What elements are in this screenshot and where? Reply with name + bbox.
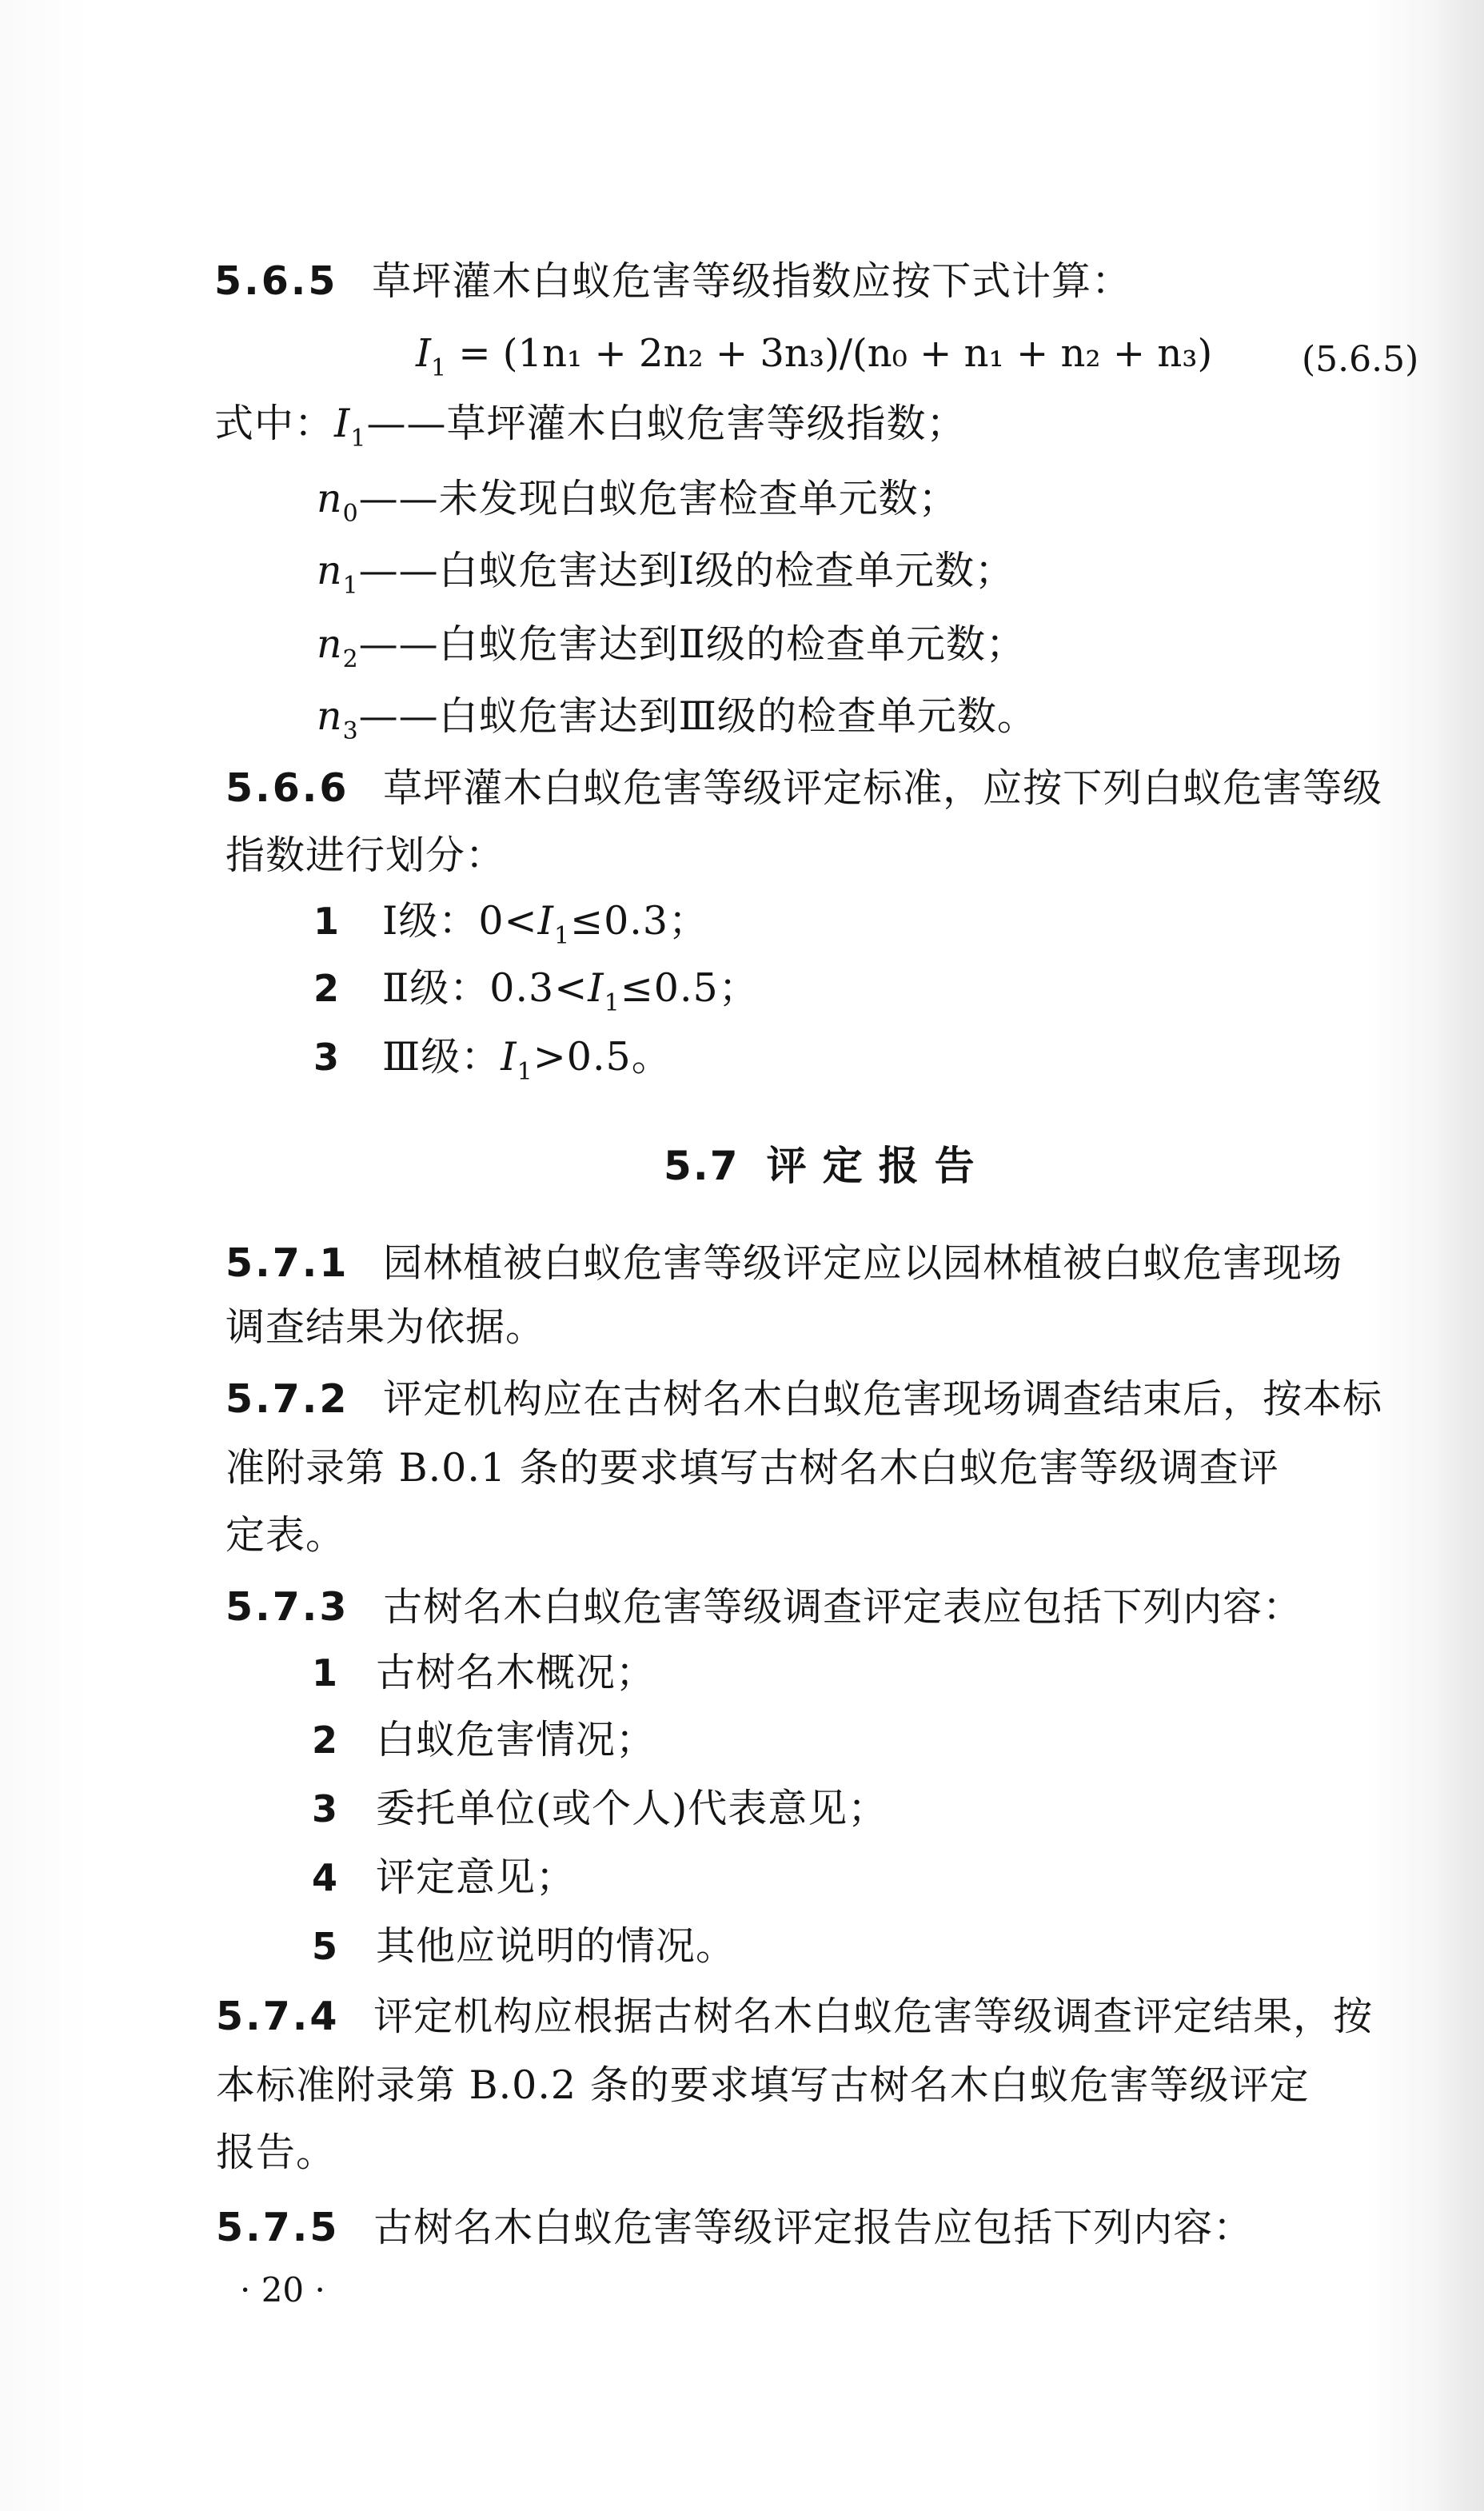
var-symbol: I <box>334 401 351 446</box>
list-number: 3 <box>312 1787 338 1830</box>
clause-text-line-2: 本标准附录第 B.0.2 条的要求填写古树名木白蚁危害等级评定 <box>216 2062 1310 2108</box>
list-number: 1 <box>312 1651 338 1695</box>
var-description: ——未发现白蚁危害检查单元数； <box>358 476 959 521</box>
clause-5-7-5 <box>216 2204 1253 2252</box>
var-subscript: 1 <box>350 425 367 453</box>
clause-text-line-3: 定表。 <box>225 1512 346 1558</box>
clause-5-7-2 <box>225 1375 1382 1423</box>
var-symbol: n <box>317 693 343 739</box>
clause-text: 草坪灌木白蚁危害等级指数应按下式计算： <box>372 258 1132 304</box>
content-item-4: 评定意见； <box>376 1854 576 1900</box>
clause-number: 5.7.3 <box>225 1584 349 1630</box>
grade-item-prefix: Ⅱ级：0.3< <box>382 965 588 1011</box>
formula-lhs-symbol: I <box>416 331 431 376</box>
grade-item-suffix: ≤0.3； <box>570 898 709 944</box>
grade-item-prefix: Ⅲ级： <box>382 1034 501 1080</box>
index-subscript: 1 <box>517 1058 533 1086</box>
clause-number: 5.7.4 <box>216 1994 340 2039</box>
index-symbol: I <box>537 898 554 944</box>
where-line-1 <box>317 475 959 538</box>
list-number: 5 <box>312 1925 338 1968</box>
clause-text-line-1: 草坪灌木白蚁危害等级评定标准，应按下列白蚁危害等级 <box>383 765 1383 811</box>
clause-5-7-4 <box>216 1993 1373 2041</box>
var-symbol: n <box>317 621 343 667</box>
where-line-2 <box>317 547 1015 610</box>
var-subscript: 0 <box>342 500 359 528</box>
list-number: 3 <box>313 1036 340 1079</box>
section-heading <box>664 1142 991 1190</box>
section-title: 评定报告 <box>766 1142 991 1189</box>
content-item-3: 委托单位(或个人)代表意见； <box>376 1786 888 1831</box>
formula-reference: (5.6.5) <box>1302 339 1419 380</box>
clause-5-7-1 <box>225 1240 1342 1287</box>
where-label: 式中： <box>214 401 335 446</box>
clause-text-line-2: 调查结果为依据。 <box>225 1304 546 1350</box>
grade-item-suffix: >0.5。 <box>533 1034 672 1080</box>
index-symbol: I <box>588 965 604 1011</box>
formula-5-6-5 <box>416 329 1212 393</box>
list-number: 1 <box>313 900 340 943</box>
clause-number: 5.6.5 <box>214 258 338 304</box>
clause-5-7-3 <box>225 1583 1302 1631</box>
content-item-1: 古树名木概况； <box>376 1650 656 1695</box>
clause-text-line-3: 报告。 <box>216 2130 337 2175</box>
page-edge-shadow <box>1436 0 1484 2511</box>
formula-lhs-subscript: 1 <box>430 354 447 382</box>
index-symbol: I <box>501 1034 517 1080</box>
where-line-4 <box>317 693 1037 756</box>
formula-rhs: = (1n₁ + 2n₂ + 3n₃)/(n₀ + n₁ + n₂ + n₃) <box>458 331 1213 376</box>
clause-text-line-2: 指数进行划分： <box>225 832 506 878</box>
var-description: ——白蚁危害达到Ⅱ级的检查单元数； <box>358 621 1026 667</box>
clause-text-line-2: 准附录第 B.0.1 条的要求填写古树名木白蚁危害等级调查评 <box>225 1445 1279 1491</box>
var-symbol: n <box>317 548 343 593</box>
clause-text-line-1: 园林植被白蚁危害等级评定应以园林植被白蚁危害现场 <box>383 1240 1343 1286</box>
var-subscript: 2 <box>342 645 359 673</box>
var-symbol: n <box>317 476 343 521</box>
clause-number: 5.7.1 <box>225 1240 349 1286</box>
clause-text-line-1: 评定机构应在古树名木白蚁危害现场调查结束后，按本标 <box>383 1376 1383 1422</box>
content-item-5: 其他应说明的情况。 <box>376 1923 736 1969</box>
clause-number: 5.7.5 <box>216 2205 340 2250</box>
list-number: 2 <box>313 967 340 1010</box>
index-subscript: 1 <box>553 922 571 950</box>
var-subscript: 1 <box>342 572 359 600</box>
grade-item-3 <box>382 1033 672 1096</box>
clause-number: 5.7.2 <box>225 1376 349 1422</box>
clause-text-line-1: 评定机构应根据古树名木白蚁危害等级调查评定结果，按 <box>373 1994 1374 2039</box>
page-number: · 20 · <box>240 2270 325 2309</box>
clause-5-6-5 <box>214 257 1131 305</box>
list-number: 4 <box>312 1856 338 1899</box>
where-line-3 <box>317 621 1026 684</box>
grade-item-suffix: ≤0.5； <box>620 965 759 1011</box>
var-description: ——草坪灌木白蚁危害等级指数； <box>366 401 967 446</box>
clause-text: 古树名木白蚁危害等级评定报告应包括下列内容： <box>373 2205 1254 2250</box>
content-item-2: 白蚁危害情况； <box>376 1717 656 1762</box>
clause-5-6-6 <box>225 764 1382 812</box>
grade-item-prefix: Ⅰ级：0< <box>382 898 538 944</box>
clause-number: 5.6.6 <box>225 765 349 811</box>
list-number: 2 <box>312 1719 338 1762</box>
where-line-0 <box>214 400 966 463</box>
index-subscript: 1 <box>604 989 620 1017</box>
grade-item-2 <box>382 964 759 1028</box>
var-subscript: 3 <box>342 717 359 745</box>
clause-text: 古树名木白蚁危害等级调查评定表应包括下列内容： <box>383 1584 1303 1630</box>
grade-item-1 <box>382 897 708 960</box>
var-description: ——白蚁危害达到Ⅲ级的检查单元数。 <box>358 693 1037 739</box>
var-description: ——白蚁危害达到Ⅰ级的检查单元数； <box>358 548 1015 593</box>
section-number: 5.7 <box>664 1143 740 1189</box>
